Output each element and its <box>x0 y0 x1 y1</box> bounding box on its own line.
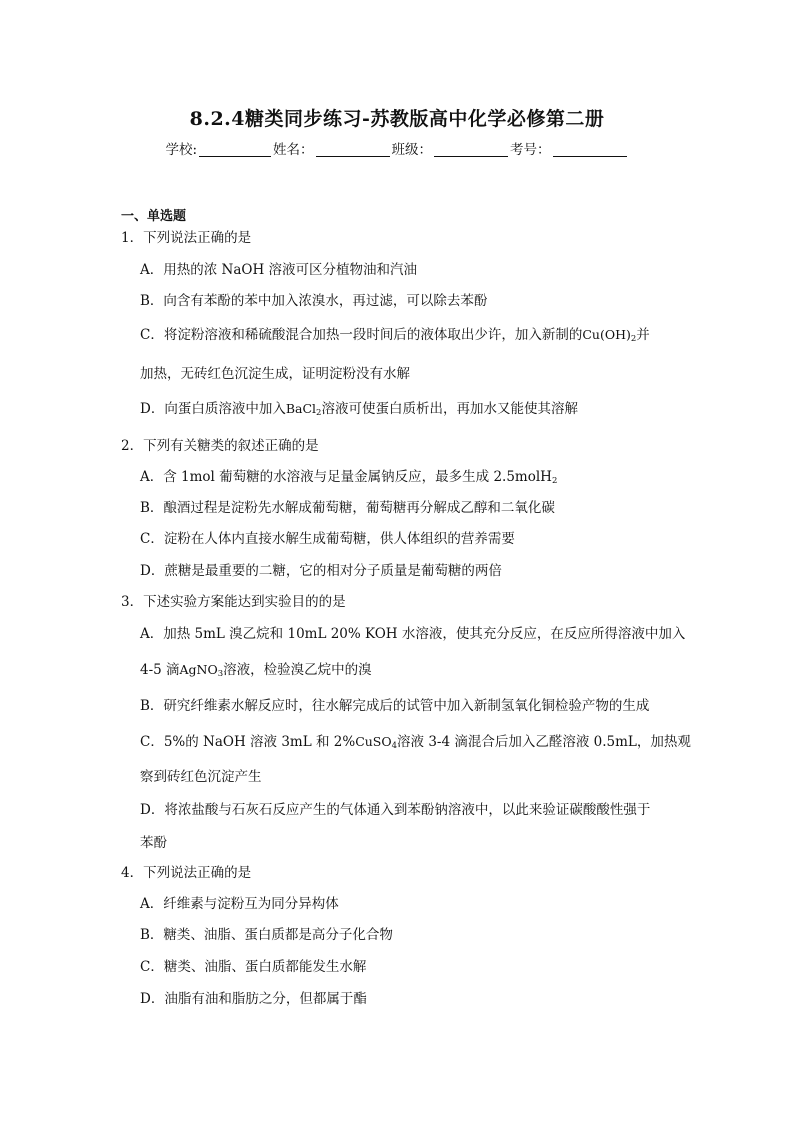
q1-option-c-subscript: 2 <box>630 334 637 344</box>
document-title: 8.2.4糖类同步练习-苏教版高中化学必修第二册 <box>189 108 605 130</box>
q1-option-c-text-end: 并 <box>636 327 650 343</box>
school-label: 学校: <box>165 142 198 158</box>
q3-stem: 3．下述实验方案能达到实验目的的是 <box>121 594 346 610</box>
q3-option-b: B．研究纤维素水解反应时，往水解完成后的试管中加入新制氢氧化铜检验产物的生成 <box>140 698 650 714</box>
q3-option-c-text-end: 溶液 3-4 滴混合后加入乙醛溶液 0.5mL，加热观 <box>397 734 691 750</box>
q3-option-a-line2-end: 溶液，检验溴乙烷中的溴 <box>223 662 372 678</box>
q3-option-a: A．加热 5mL 溴乙烷和 10mL 20% KOH 水溶液，使其充分反应，在反应所得溶液中加入 <box>140 626 686 642</box>
q2-option-a <box>140 468 557 486</box>
q1-option-d <box>140 400 578 418</box>
q3-option-d: D．将浓盐酸与石灰石反应产生的气体通入到苯酚钠溶液中，以此来验证碳酸酸性强于 <box>140 802 651 818</box>
class-blank[interactable] <box>434 142 508 157</box>
school-blank[interactable] <box>199 142 271 157</box>
q1-option-d-formula: BaCl <box>285 401 317 416</box>
name-blank[interactable] <box>316 142 390 157</box>
q1-option-b: B．向含有苯酚的苯中加入浓溴水，再过滤，可以除去苯酚 <box>140 293 488 309</box>
q3-option-c <box>140 733 691 751</box>
q2-option-b: B．酿酒过程是淀粉先水解成葡萄糖，葡萄糖再分解成乙醇和二氧化碳 <box>140 500 555 516</box>
q1-option-c-line2: 加热，无砖红色沉淀生成，证明淀粉没有水解 <box>140 366 410 382</box>
q1-option-d-text: D．向蛋白质溶液中加入 <box>140 401 286 417</box>
section-heading: 一、单选题 <box>121 209 187 224</box>
q1-option-c-text: C．将淀粉溶液和稀硫酸混合加热一段时间后的液体取出少许，加入新制的 <box>140 327 583 343</box>
q4-option-a: A．纤维素与淀粉互为同分异构体 <box>140 896 339 912</box>
q1-option-c-formula: Cu(OH) <box>582 327 631 342</box>
q2-stem: 2．下列有关糖类的叙述正确的是 <box>121 438 319 454</box>
q1-option-d-text-end: 溶液可使蛋白质析出，再加水又能使其溶解 <box>321 401 578 417</box>
q2-option-d: D．蔗糖是最重要的二糖，它的相对分子质量是葡萄糖的两倍 <box>140 563 502 579</box>
q4-option-c: C．糖类、油脂、蛋白质都能发生水解 <box>140 959 367 975</box>
q3-option-a-line2-text: 4-5 滴 <box>140 662 180 678</box>
q3-option-c-formula: CuSO <box>355 734 392 749</box>
q2-option-a-subscript: 2 <box>551 476 558 486</box>
q2-option-a-text: A．含 1mol 葡萄糖的水溶液与足量金属钠反应，最多生成 2.5molH <box>140 469 552 485</box>
exam-no-blank[interactable] <box>553 142 627 157</box>
q2-option-c: C．淀粉在人体内直接水解生成葡萄糖，供人体组织的营养需要 <box>140 531 515 547</box>
q1-option-a: A．用热的浓 NaOH 溶液可区分植物油和汽油 <box>140 262 418 278</box>
q3-option-a-formula: AgNO <box>179 662 218 677</box>
q4-option-d: D．油脂有油和脂肪之分，但都属于酯 <box>140 991 367 1007</box>
student-info-line <box>0 138 794 158</box>
q1-stem: 1．下列说法正确的是 <box>121 230 252 246</box>
q1-option-c <box>140 326 650 344</box>
q3-option-c-text: C．5%的 NaOH 溶液 3mL 和 2% <box>140 734 356 750</box>
class-label: 班级： <box>391 142 433 158</box>
q4-stem: 4．下列说法正确的是 <box>121 865 252 881</box>
q4-option-b: B．糖类、油脂、蛋白质都是高分子化合物 <box>140 927 393 943</box>
q3-option-c-line2: 察到砖红色沉淀产生 <box>140 769 262 785</box>
q3-option-c-subscript: 4 <box>391 741 398 751</box>
exam-no-label: 考号： <box>510 142 551 158</box>
q3-option-a-line2 <box>140 661 372 679</box>
q1-option-d-subscript: 2 <box>316 408 322 418</box>
q3-option-a-subscript: 3 <box>217 669 224 679</box>
name-label: 姓名： <box>273 142 314 158</box>
q3-option-d-line2: 苯酚 <box>140 835 167 851</box>
